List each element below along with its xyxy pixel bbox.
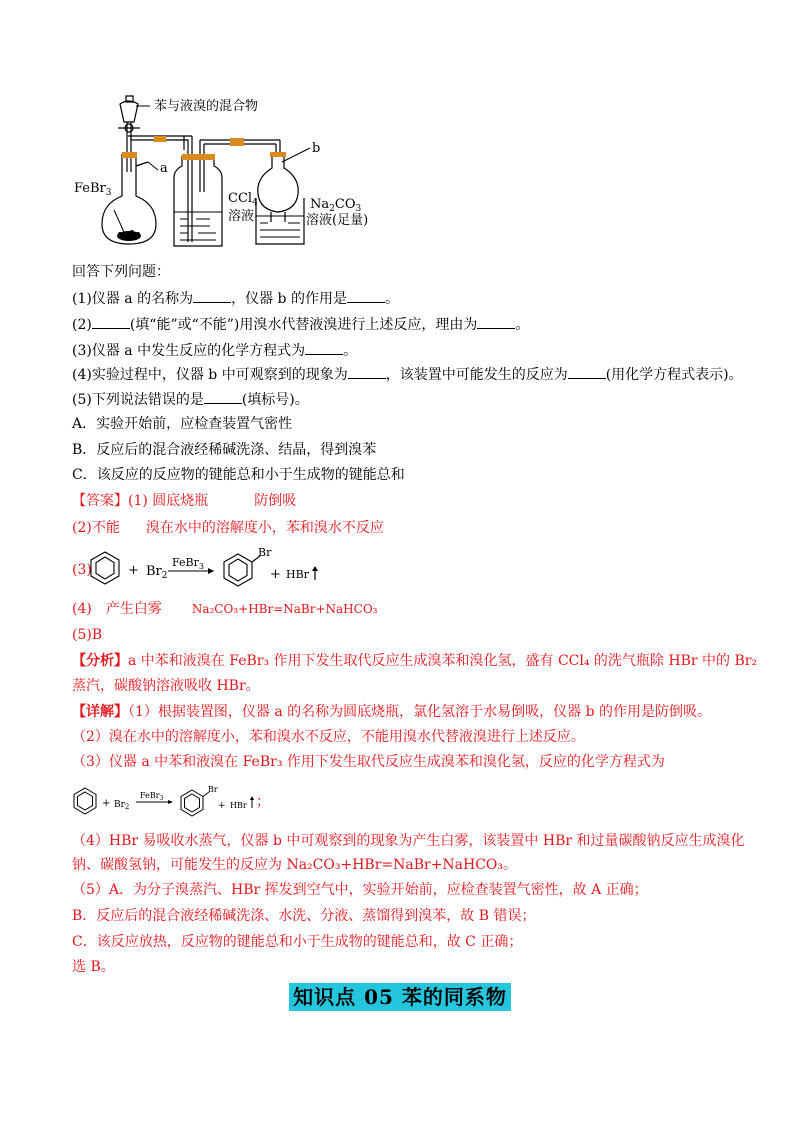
label-a: a	[160, 161, 168, 176]
detail-5-a: （5）A．为分子溴蒸汽、HBr 挥发到空气中，实验开始前，应检查装置气密性，故 A 正确；	[72, 882, 648, 898]
svg-text:HBr: HBr	[286, 568, 309, 581]
answer-2: (2)不能 溴在水中的溶解度小，苯和溴水不反应	[72, 520, 384, 536]
answer-blank	[204, 389, 242, 404]
detail-4-line-2: 钠、碳酸氢钠，可能发生的反应为 Na₂CO₃+HBr=NaBr+NaHCO₃。	[72, 857, 518, 873]
apparatus-diagram	[70, 92, 400, 252]
question-1: (1)仪器 a 的名称为 ，仪器 b 的作用是 。	[72, 288, 399, 309]
detail-5-b: B．反应后的混合液经稀碱洗涤、水洗、分液、蒸馏得到溴苯，故 B 错误；	[72, 908, 536, 924]
label-ccl4-solution: 溶液	[228, 209, 255, 224]
answer-blank	[348, 364, 386, 379]
label-febr3: FeBr$_3$	[74, 181, 112, 198]
reaction-equation	[88, 544, 348, 594]
label-mixture: 苯与液溴的混合物	[154, 99, 259, 114]
benzene-ring-icon	[74, 788, 96, 814]
bromobenzene-ring-icon	[181, 790, 209, 816]
answer-blank	[193, 288, 231, 303]
answer-blank	[477, 314, 515, 329]
answer-1: 【答案】(1) 圆底烧瓶 防倒吸	[72, 493, 297, 509]
answer-blank	[347, 288, 385, 303]
answer-4: (4) 产生白雾 Na₂CO₃+HBr=NaBr+NaHCO₃	[72, 601, 378, 617]
analysis-line-2: 蒸汽，碳酸钠溶液吸收 HBr。	[72, 678, 260, 694]
section-title: 知识点 05 苯的同系物	[293, 985, 507, 1009]
answer-3-label: (3)	[72, 562, 92, 578]
br2-reactant: $Br_2$	[146, 564, 168, 581]
bromobenzene-ring-icon	[224, 554, 260, 586]
option-a: A．实验开始前，应检查装置气密性	[72, 416, 293, 432]
detail-4-line-1: （4）HBr 易吸收水蒸气，仪器 b 中可观察到的现象为产生白雾，该装置中 HBr 和过量碳酸钠反应生成溴化	[72, 833, 745, 849]
question-3: (3)仪器 a 中发生反应的化学方程式为 。	[72, 340, 357, 361]
catalyst-label: FeBr$_3$	[172, 556, 204, 571]
svg-text:+: +	[102, 798, 111, 809]
svg-text:+: +	[270, 567, 281, 582]
svg-text:FeBr3: FeBr$_3$	[140, 791, 164, 802]
question-2: (2) (填“能”或“不能”)用溴水代替液溴进行上述反应，理由为 。	[72, 314, 529, 335]
option-b: B．反应后的混合液经稀碱洗涤、结晶，得到溴苯	[72, 442, 377, 458]
label-b: b	[312, 141, 321, 156]
label-ccl4: CCl$_4$	[228, 191, 258, 208]
option-c: C．该反应的反应物的键能总和小于生成物的键能总和	[72, 467, 405, 483]
svg-text:HBr: HBr	[230, 801, 247, 810]
detail-3-end: ；	[256, 794, 270, 810]
svg-text:+: +	[128, 563, 139, 578]
answer-blank	[92, 314, 130, 329]
analysis-line-1: 【分析】a 中苯和液溴在 FeBr₃ 作用下发生取代反应生成溴苯和溴化氢，盛有 CCl₄ 的洗气瓶除 HBr 中的 Br₂	[72, 653, 758, 669]
answer-blank	[305, 340, 343, 355]
svg-text:Br2: $Br_2$	[114, 800, 130, 811]
question-4: (4)实验过程中，仪器 b 中可观察到的现象为 ，该装置中可能发生的反应为 (用化学方程式表示)。	[72, 364, 743, 385]
label-na2co3: $Na_2CO_3$	[310, 197, 362, 214]
detail-5-d: 选 B。	[72, 959, 115, 975]
label-na2co3-solution: 溶液(足量)	[306, 213, 369, 228]
svg-text:+: +	[218, 801, 226, 811]
benzene-ring-icon	[91, 552, 119, 584]
detail-3: （3）仪器 a 中苯和液溴在 FeBr₃ 作用下发生取代反应生成溴苯和溴化氢，反应的化学方程式为	[72, 754, 665, 770]
detail-1: 【详解】（1）根据装置图，仪器 a 的名称为圆底烧瓶，氯化氢溶于水易倒吸，仪器 b 的作用是防倒吸。	[72, 704, 712, 720]
detail-5-c: C．该反应放热，反应物的键能总和小于生成物的键能总和，故 C 正确；	[72, 934, 523, 950]
detail-2: （2）溴在水中的溶解度小，苯和溴水不反应，不能用溴水代替液溴进行上述反应。	[72, 729, 585, 745]
answer-5: (5)B	[72, 627, 103, 643]
question-5: (5)下列说法错误的是 (填标号)。	[72, 389, 309, 410]
questions-intro: 回答下列问题：	[72, 264, 170, 280]
svg-text:Br: Br	[208, 785, 218, 794]
svg-text:Br: Br	[258, 546, 272, 559]
answer-blank	[568, 364, 606, 379]
